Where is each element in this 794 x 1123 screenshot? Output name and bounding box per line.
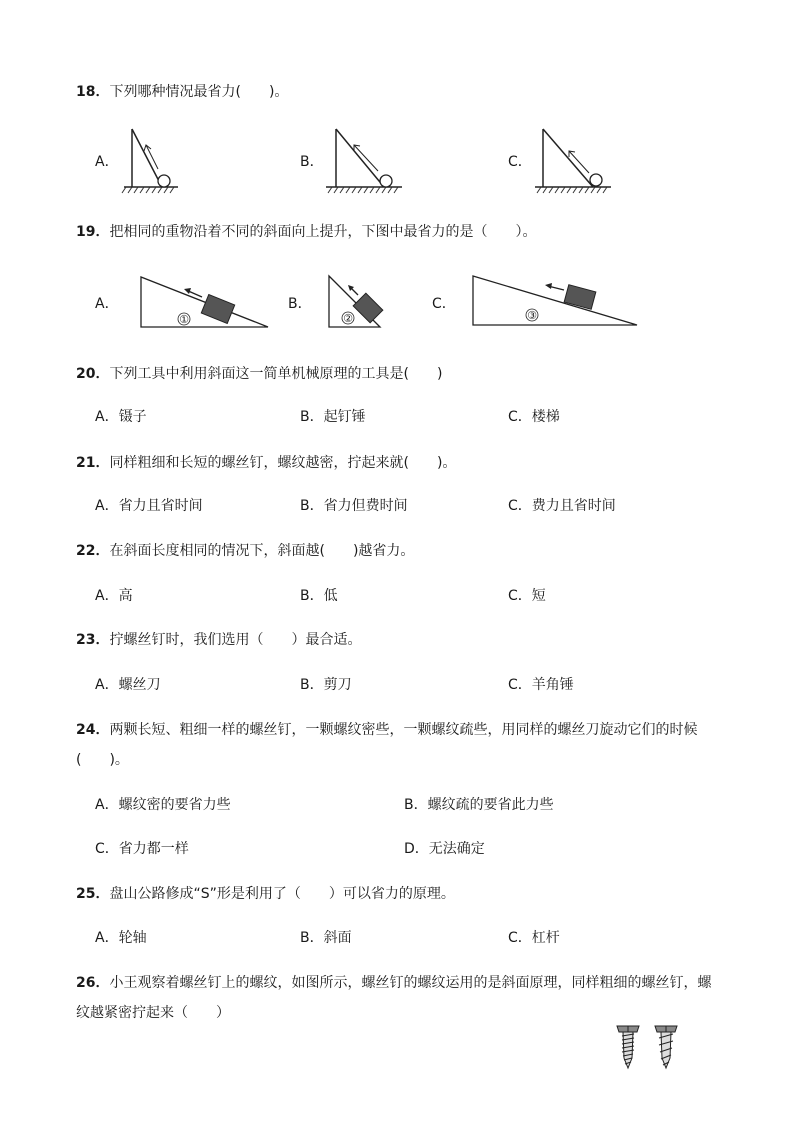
option-a: A．轮轴 [95,930,147,946]
option-b: B．起钉锤 [300,409,366,425]
question-text: 盘山公路修成“S”形是利用了（ ）可以省力的原理。 [109,886,455,902]
lever-figure-b [326,125,406,195]
incline-figure-3 [472,275,640,331]
option-c: C．羊角锤 [508,677,574,693]
option-b-label: B． [300,154,324,170]
question-22 [76,540,414,562]
question-text: 同样粗细和长短的螺丝钉，螺纹越密，拧起来就( )。 [109,455,457,471]
option-a: A．螺纹密的要省力些 [95,797,231,813]
question-23 [76,629,361,651]
option-a: A．螺丝刀 [95,677,161,693]
question-text: 拧螺丝钉时，我们选用（ ）最合适。 [109,632,362,648]
figure-mark: ② [343,312,353,325]
incline-figure-2 [328,275,384,331]
figure-mark: ① [179,313,189,326]
question-number: 25． [76,886,110,902]
question-number: 21． [76,455,110,471]
option-c-label: C． [432,296,456,312]
question-number: 22． [76,543,110,559]
question-20 [76,363,442,385]
option-b: B．省力但费时间 [300,498,408,514]
option-a-label: A． [95,154,119,170]
option-a: A．省力且省时间 [95,498,203,514]
option-a: A．镊子 [95,409,147,425]
question-number: 20． [76,366,110,382]
question-number: 18． [76,84,110,100]
question-number: 23． [76,632,110,648]
question-26 [76,968,716,1028]
question-text: 小王观察着螺丝钉上的螺纹，如图所示，螺丝钉的螺纹运用的是斜面原理，同样粗细的螺丝钉，螺纹越紧密拧起来（ ） [76,975,712,1021]
option-c: C．杠杆 [508,930,560,946]
option-c: C．楼梯 [508,409,560,425]
question-number: 24． [76,722,110,738]
figure-mark: ③ [527,309,537,322]
question-number: 26． [76,975,110,991]
screw-sparse-thread-figure [653,1024,681,1070]
lever-figure-c [535,125,615,195]
option-a: A．高 [95,588,133,604]
question-18 [76,81,288,103]
option-b: B．低 [300,588,338,604]
option-b-label: B． [288,296,312,312]
screw-dense-thread-figure [615,1024,643,1070]
lever-figure-a [122,125,182,195]
question-24 [76,715,716,775]
option-c: C．费力且省时间 [508,498,616,514]
option-c: C．短 [508,588,546,604]
question-text: 下列哪种情况最省力( )。 [109,84,289,100]
option-b: B．斜面 [300,930,352,946]
option-b: B．螺纹疏的要省此力些 [404,797,554,813]
question-19 [76,221,536,243]
option-c-label: C． [508,154,532,170]
incline-figure-1 [140,275,270,331]
question-text: 在斜面长度相同的情况下，斜面越( )越省力。 [109,543,415,559]
question-text: 把相同的重物沿着不同的斜面向上提升，下图中最省力的是（ ）。 [109,224,537,240]
question-21 [76,452,456,474]
question-text: 两颗长短、粗细一样的螺丝钉，一颗螺纹密些，一颗螺纹疏些，用同样的螺丝刀旋动它们的时候( )。 [76,722,698,768]
option-d: D．无法确定 [404,841,485,857]
option-c: C．省力都一样 [95,841,189,857]
option-b: B．剪刀 [300,677,352,693]
option-a-label: A． [95,296,119,312]
question-number: 19． [76,224,110,240]
question-25 [76,883,455,905]
question-text: 下列工具中利用斜面这一简单机械原理的工具是( ) [109,366,443,382]
